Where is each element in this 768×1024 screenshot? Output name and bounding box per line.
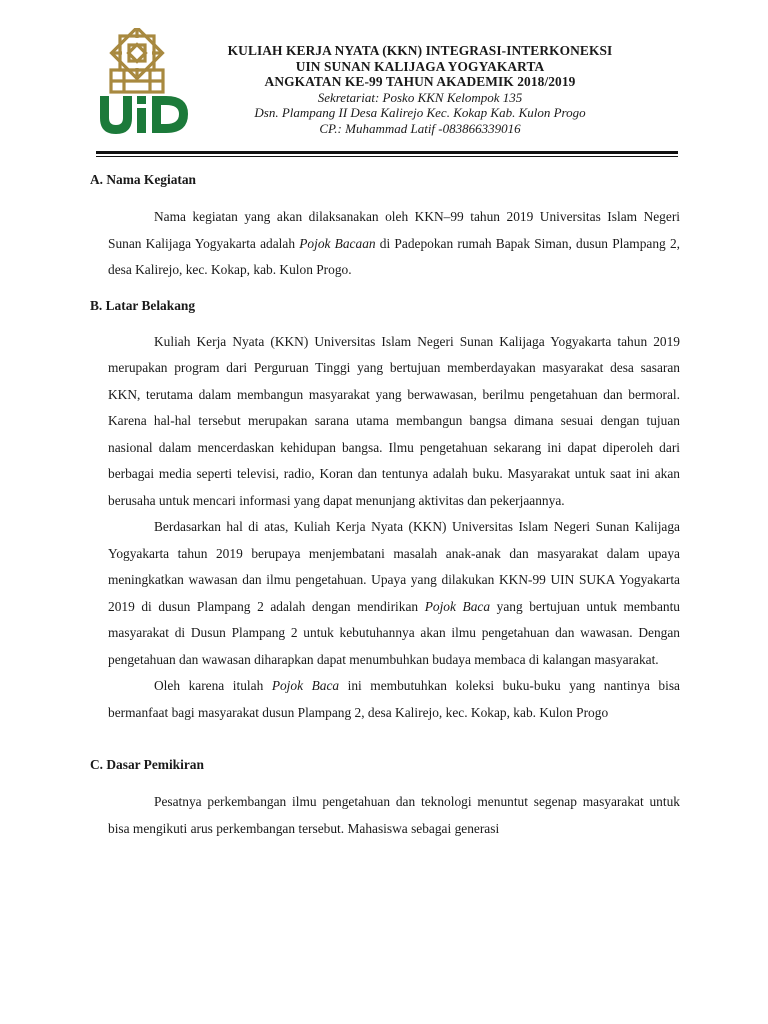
logo-letters <box>100 96 188 134</box>
paragraph-dasar-pemikiran: Pesatnya perkembangan ilmu pengetahuan dan teknologi menuntut segenap masyarakat untuk bisa mengikuti arus perkembangan tersebut. Mahasiswa sebagai generasi <box>108 794 680 836</box>
header-divider-thin <box>96 156 678 157</box>
letterhead-secretariat: Sekretariat: Posko KKN Kelompok 135 <box>317 89 523 105</box>
paragraph-latar-belakang-2 <box>90 514 680 673</box>
text-run: Nama kegiatan yang akan dilaksanakan oleh KKN–99 tahun 2019 Universitas Islam Negeri Sunan Kalijaga Yogyakarta adalah <box>108 209 680 251</box>
paragraph-latar-belakang-3 <box>90 673 680 726</box>
paragraph-latar-belakang-1: Kuliah Kerja Nyata (KKN) Universitas Islam Negeri Sunan Kalijaga Yogyakarta tahun 2019 merupakan program dari Perguruan Tinggi yang bertujuan memberdayakan masyarakat desa sasaran KKN, terutama dalam membangun masyarakat yang berwawasan, berilmu pengetahuan dan bermoral. Karena hal-hal tersebut merupakan sarana utama membangun bangsa dimana sesuai dengan tujuan nasional dalam mencerdaskan kehidupan bangsa. Ilmu pengetahuan sekarang ini dapat diperoleh dari berbagai media seperti televisi, radio, Koran dan tentunya adalah buku. Masyarakat untuk saat ini akan berusaha untuk mencari informasi yang dapat menunjang aktivitas dan pekerjaannya. <box>108 333 680 508</box>
section-title-latar-belakang: B. Latar Belakang <box>90 297 196 313</box>
text-run: Berdasarkan hal di atas, Kuliah Kerja Nyata (KKN) Universitas Islam Negeri Sunan Kalijaga Yogyakarta tahun 2019 berupaya menjembatani masalah anak-anak dan masyarakat dalam upaya meningkatkan wawasan dan ilmu pengetahuan. Upaya yang dilakukan KKN-99 UIN SUKA Yogyakarta 2019 di dusun Plampang 2 adalah dengan mendirikan <box>108 519 680 614</box>
italic-run: Pojok Baca <box>271 678 340 693</box>
paragraph-nama-kegiatan <box>90 204 680 284</box>
letterhead-title: KULIAH KERJA NYATA (KKN) INTEGRASI-INTERKONEKSI <box>227 43 613 58</box>
text-run: ini membutuhkan koleksi buku-buku yang nantinya bisa bermanfaat bagi masyarakat dusun Plampang 2, desa Kalirejo, kec. Kokap, kab. Kulon Progo <box>108 678 680 720</box>
document-body <box>90 170 680 842</box>
letterhead-contact: CP.: Muhammad Latif -083866339016 <box>319 120 521 136</box>
italic-run: Pojok Baca <box>424 598 491 614</box>
text-run: Oleh karena itulah <box>154 678 272 693</box>
section-title-dasar-pemikiran: C. Dasar Pemikiran <box>90 757 204 772</box>
logo-ornament <box>111 28 163 92</box>
letterhead-batch: ANGKATAN KE-99 TAHUN AKADEMIK 2018/2019 <box>264 74 576 89</box>
header-divider-thick <box>96 151 678 154</box>
text-run: di Padepokan rumah Bapak Siman, dusun Plampang 2, desa Kalirejo, kec. Kokap, kab. Kulon Progo. <box>108 235 680 277</box>
letterhead-address: Dsn. Plampang II Desa Kalirejo Kec. Kokap Kab. Kulon Progo <box>254 105 586 120</box>
letterhead <box>200 43 640 136</box>
text-run: yang bertujuan untuk membantu masyarakat di Dusun Plampang 2 untuk kebutuhannya akan ilmu pengetahuan dan wawasan. Dengan pengetahuan dan wawasan diharapkan dapat menumbuhkan budaya membaca di kalangan masyarakat. <box>108 598 680 667</box>
uin-logo-icon <box>96 28 192 142</box>
letterhead-university: UIN SUNAN KALIJAGA YOGYAKARTA <box>295 58 545 74</box>
italic-run: Pojok Bacaan <box>299 235 376 251</box>
section-title-nama-kegiatan: A. Nama Kegiatan <box>90 172 197 187</box>
